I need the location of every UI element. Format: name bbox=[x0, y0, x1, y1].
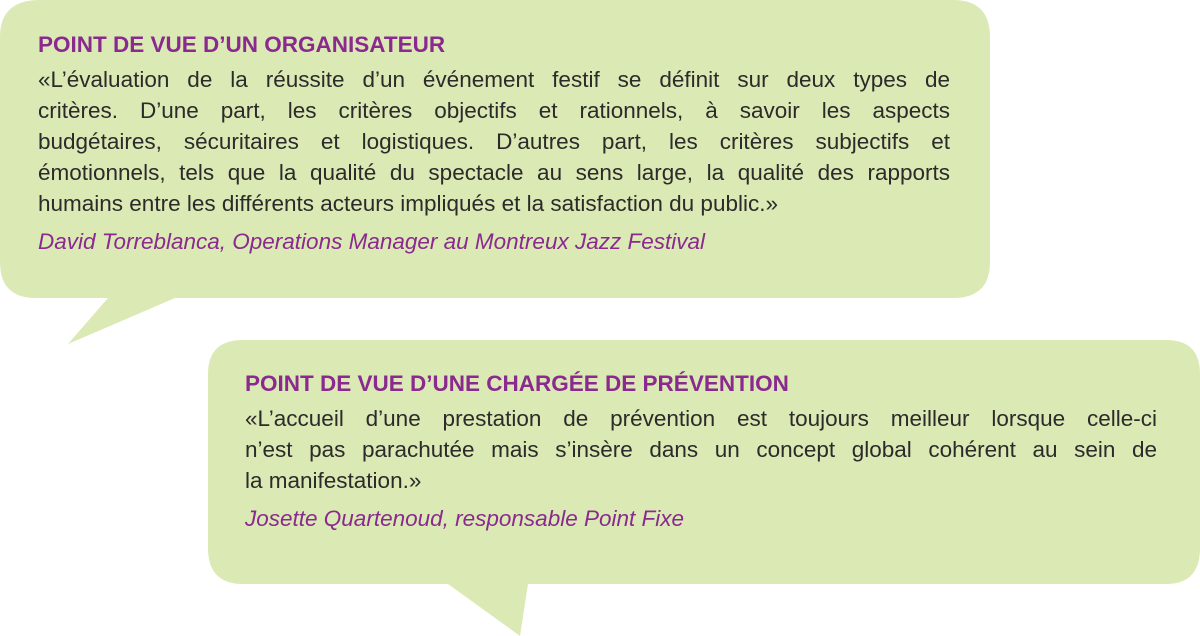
prevention-quote bbox=[245, 403, 1157, 496]
quote-line: émotionnels, tels que la qualité du spectacle au sens large, la qualité des rapports bbox=[38, 160, 950, 185]
organizer-heading: POINT DE VUE D’UN ORGANISATEUR bbox=[38, 32, 446, 57]
quote-line: critères. D’une part, les critères objectifs et rationnels, à savoir les aspects bbox=[38, 98, 950, 123]
quote-line: budgétaires, sécuritaires et logistiques. D’autres part, les critères subjectifs et bbox=[38, 129, 950, 154]
quote-line: humains entre les différents acteurs impliqués et la satisfaction du public.» bbox=[38, 191, 778, 216]
quote-line: «L’accueil d’une prestation de prévention est toujours meilleur lorsque celle-ci bbox=[245, 406, 1157, 431]
organizer-quote bbox=[38, 64, 950, 219]
quote-line: «L’évaluation de la réussite d’un événement festif se définit sur deux types de bbox=[38, 67, 950, 92]
prevention-heading: POINT DE VUE D’UNE CHARGÉE DE PRÉVENTION bbox=[245, 371, 789, 396]
prevention-author: Josette Quartenoud, responsable Point Fixe bbox=[245, 506, 685, 531]
prevention-quote-bubble bbox=[245, 369, 1157, 534]
quote-line: la manifestation.» bbox=[245, 468, 422, 493]
organizer-author: David Torreblanca, Operations Manager au Montreux Jazz Festival bbox=[38, 229, 705, 254]
organizer-quote-bubble bbox=[38, 30, 950, 257]
quote-line: n’est pas parachutée mais s’insère dans un concept global cohérent au sein de bbox=[245, 437, 1157, 462]
